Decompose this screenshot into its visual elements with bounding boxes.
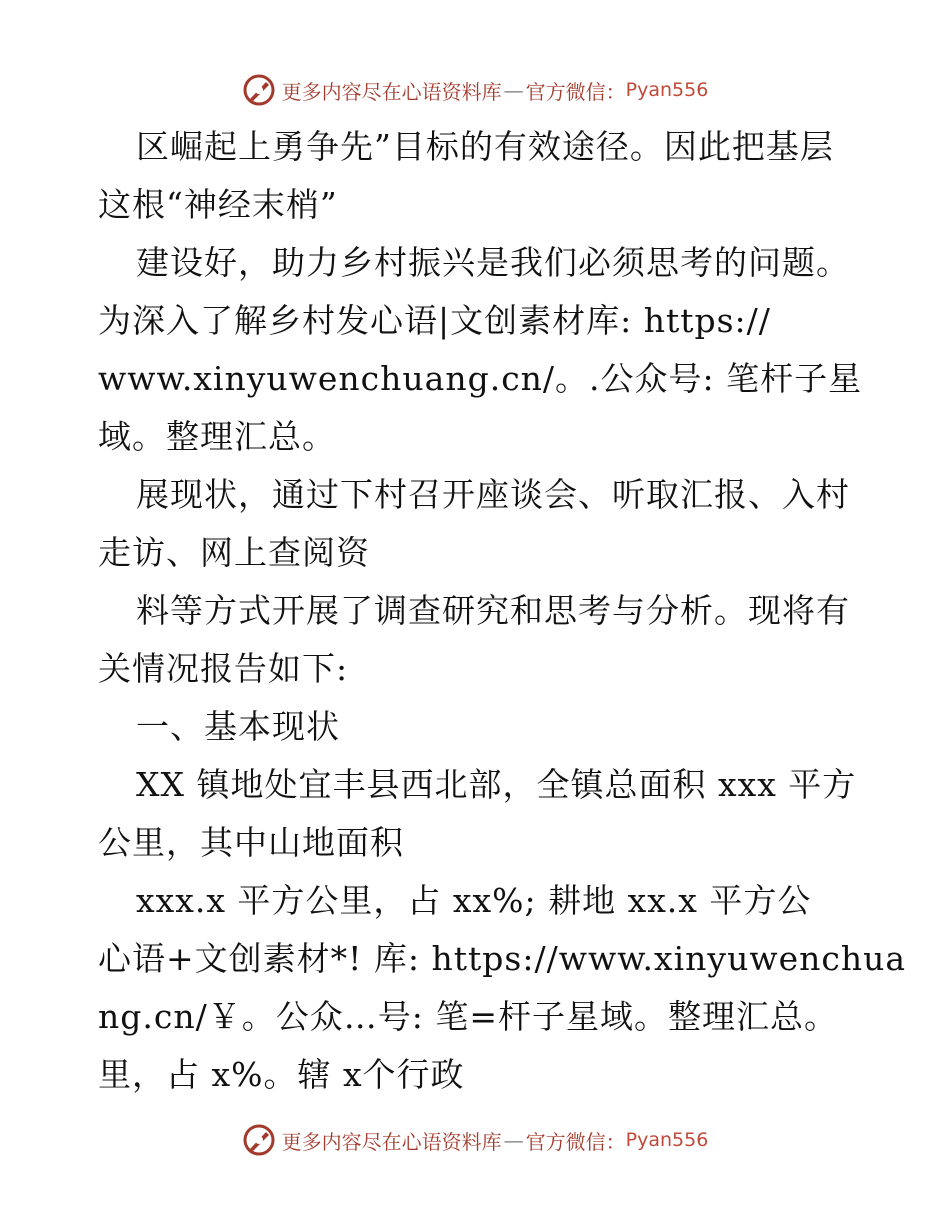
footer-watermark (0, 1120, 950, 1160)
watermark-dash: — (503, 78, 524, 102)
watermark-wechat-id: Pyan556 (625, 79, 709, 101)
text-line: 走访、网上查阅资 (98, 533, 370, 572)
watermark-dash: — (503, 1128, 524, 1152)
text-line: 区崛起上勇争先”目标的有效途径。因此把基层 (136, 127, 834, 166)
text-line: 域。整理汇总。 (98, 417, 336, 456)
watermark-main-text: 更多内容尽在心语资料库 (281, 79, 502, 104)
document-body (98, 118, 907, 1104)
text-line: www.xinyuwenchuang.cn/。.公众号: 笔杆子星 (98, 359, 863, 398)
pen-logo-icon (242, 1123, 276, 1157)
watermark-official-label: 官方微信： (525, 1129, 626, 1154)
text-line: xxx.x 平方公里，占 xx%; 耕地 xx.x 平方公 (136, 881, 812, 920)
text-line: 建设好，助力乡村振兴是我们必须思考的问题。 (136, 243, 850, 282)
section-heading: 一、基本现状 (136, 707, 340, 746)
text-line: 为深入了解乡村发心语|文创素材库: https:// (98, 301, 771, 340)
watermark-main-text: 更多内容尽在心语资料库 (281, 1129, 502, 1154)
text-line: 里，占 x%。辖 x个行政 (98, 1055, 465, 1094)
text-line: 这根“神经末梢” (98, 185, 338, 224)
text-line: ng.cn/￥。公众…号: 笔=杆子星域。整理汇总。 (98, 997, 838, 1036)
text-line: 公里，其中山地面积 (98, 823, 404, 862)
watermark-wechat-id: Pyan556 (625, 1129, 709, 1151)
text-line: 料等方式开展了调查研究和思考与分析。现将有 (136, 591, 850, 630)
watermark-official-label: 官方微信： (525, 79, 626, 104)
pen-logo-icon (242, 73, 276, 107)
text-line: XX 镇地处宜丰县西北部，全镇总面积 xxx 平方 (136, 765, 857, 804)
text-line: 心语+文创素材*! 库: https://www.xinyuwenchua (98, 939, 907, 978)
text-line: 关情况报告如下: (98, 649, 349, 688)
text-line: 展现状，通过下村召开座谈会、听取汇报、入村 (136, 475, 850, 514)
header-watermark (0, 70, 950, 110)
